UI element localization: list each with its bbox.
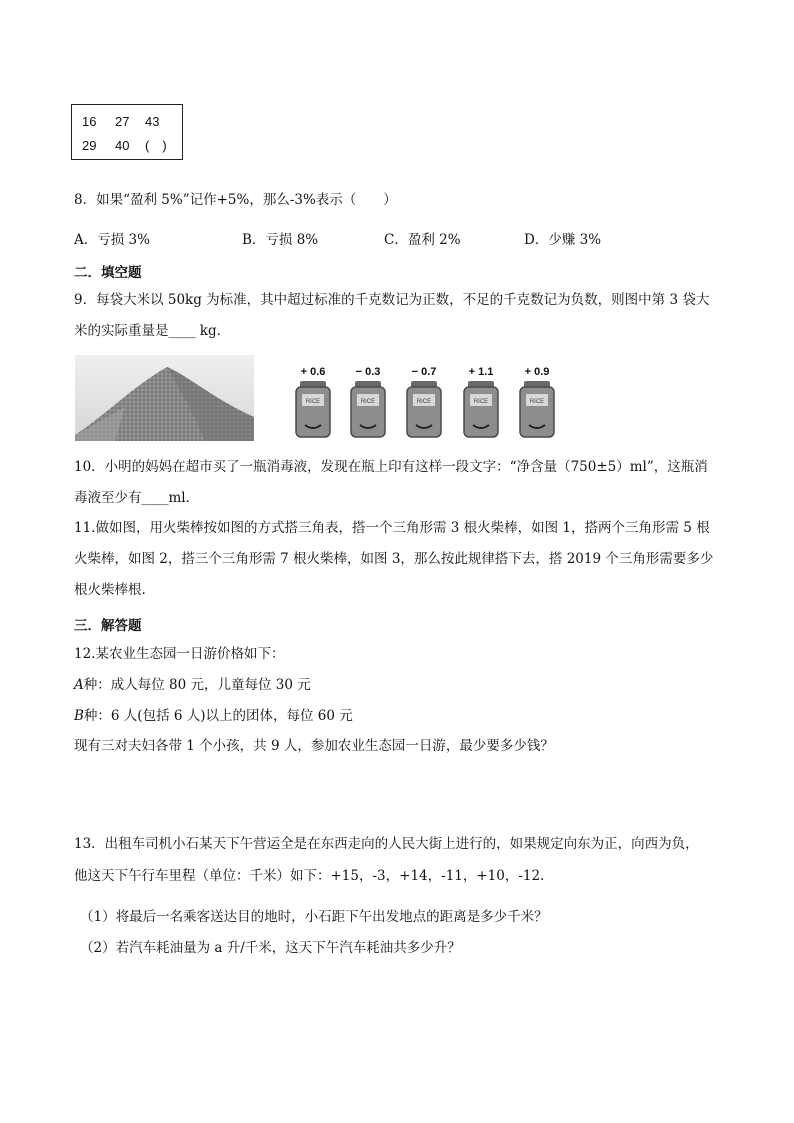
question-8-option-d: D．少赚 3% <box>524 232 602 248</box>
question-13-line-2: 他这天下午行车里程（单位：千米）如下：+15，-3，+14，-11，+10，-12． <box>74 868 554 884</box>
rice-bag-label: − 0.7 <box>411 366 437 378</box>
rice-bag-text: RICE <box>360 399 376 405</box>
rice-bag-label: + 0.6 <box>300 366 326 378</box>
rice-bag-icon <box>293 379 333 439</box>
rice-bag-5 <box>514 365 560 439</box>
option-text: 种：6 人(包括 6 人)以上的团体，每位 60 元 <box>83 708 353 724</box>
sequence-row-1 <box>82 114 159 129</box>
rice-bag-text: RICE <box>416 399 432 405</box>
question-8-option-c: C．盈利 2% <box>384 232 461 248</box>
rice-bag-3 <box>401 365 447 439</box>
sequence-cell: 27 <box>115 114 130 129</box>
section-2-title: 二．填空题 <box>74 265 142 281</box>
sequence-cell: 40 <box>115 138 130 153</box>
question-9-line-2: 米的实际重量是____ kg． <box>74 323 231 339</box>
rice-bag-label: − 0.3 <box>355 366 381 378</box>
rice-bag-icon <box>404 379 444 439</box>
sequence-cell: 16 <box>82 114 97 129</box>
question-10-line-1: 10．小明的妈妈在超市买了一瓶消毒液，发现在瓶上印有这样一段文字：“净含量（750±5）ml”，这瓶消 <box>74 459 708 475</box>
question-12-option-b <box>74 708 353 724</box>
question-8-stem: 8．如果“盈利 5%”记作+5%，那么-3%表示（ ） <box>74 192 397 208</box>
question-12-option-a <box>74 677 311 693</box>
question-13-line-1: 13．出租车司机小石某天下午营运全是在东西走向的人民大街上进行的，如果规定向东为正，向西为负， <box>74 836 699 852</box>
question-13-sub-2: （2）若汽车耗油量为 a 升/千米，这天下午汽车耗油共多少升？ <box>80 940 461 956</box>
question-12-line-1: 12.某农业生态园一日游价格如下： <box>74 646 285 662</box>
sequence-box <box>71 104 183 160</box>
option-letter: A <box>74 677 84 693</box>
question-11-line-3: 根火柴棒根. <box>74 582 146 598</box>
rice-bag-label: + 1.1 <box>468 366 494 378</box>
option-letter: B <box>74 708 84 724</box>
sequence-row-2 <box>82 135 167 154</box>
rice-bag-text: RICE <box>473 399 489 405</box>
option-text: 种：成人每位 80 元，儿童每位 30 元 <box>83 677 311 693</box>
rice-bag-icon <box>348 379 388 439</box>
rice-bag-icon <box>461 379 501 439</box>
question-10-line-2: 毒液至少有____ml． <box>74 490 200 506</box>
question-13-sub-1: （1）将最后一名乘客送达目的地时，小石距下午出发地点的距离是多少千米？ <box>80 909 548 925</box>
rice-bag-text: RICE <box>529 399 545 405</box>
rice-bag-text: RICE <box>305 399 321 405</box>
question-11-line-1: 11.做如图，用火柴棒按如图的方式搭三角表，搭一个三角形需 3 根火柴棒，如图 1，搭两个三角形需 5 根 <box>74 520 710 536</box>
question-9-line-1: 9．每袋大米以 50kg 为标准，其中超过标准的千克数记为正数，不足的千克数记为负数，则图中第 3 袋大 <box>74 292 710 308</box>
question-11-line-2: 火柴棒，如图 2，搭三个三角形需 7 根火柴棒，如图 3，那么按此规律搭下去，搭 2019 个三角形需要多少 <box>74 551 714 567</box>
section-3-title: 三．解答题 <box>74 618 142 634</box>
sequence-cell: 29 <box>82 138 97 153</box>
rice-bag-icon <box>517 379 557 439</box>
sequence-cell: 43 <box>145 114 160 129</box>
rice-bag-2 <box>345 365 391 439</box>
rice-bag-label: + 0.9 <box>524 366 550 378</box>
gravel-pile-photo <box>75 355 254 441</box>
question-8-option-a: A．亏损 3% <box>74 232 150 248</box>
rice-bag-4 <box>458 365 504 439</box>
question-8-option-b: B．亏损 8% <box>242 232 319 248</box>
sequence-cell: ( ) <box>145 138 167 153</box>
question-12-line-4: 现有三对夫妇各带 1 个小孩，共 9 人，参加农业生态园一日游，最少要多少钱？ <box>74 738 554 754</box>
rice-bag-1 <box>290 365 336 439</box>
